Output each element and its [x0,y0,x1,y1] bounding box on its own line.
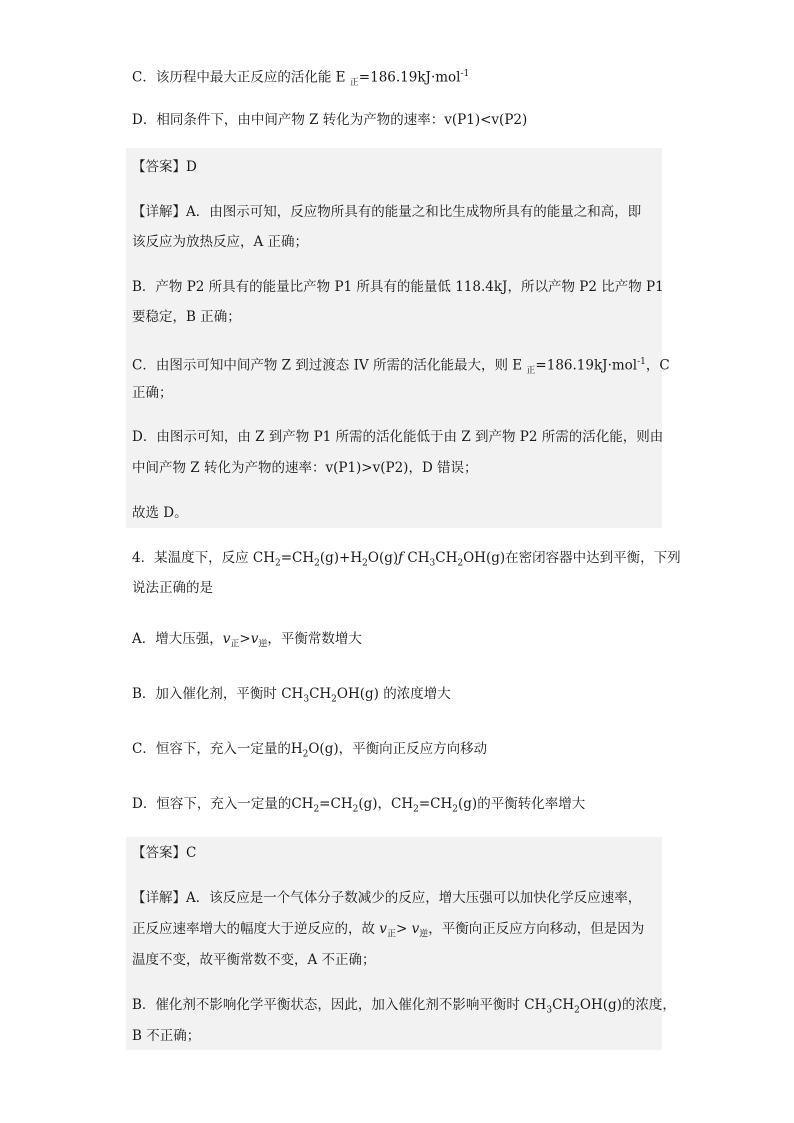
q4-stem-2: 说法正确的是 [132,580,213,596]
equilibrium-symbol: ƒ [398,550,404,566]
q3-explain-c-2: 正确； [132,385,173,401]
q4-explain-b-1: B．催化剂不影响化学平衡状态，因此，加入催化剂不影响平衡时 $CH_3CH_2OH(g)$的浓度， [132,997,676,1016]
q4-option-d: D．恒容下，充入一定量的$CH_2=CH_2(g)$，$CH_2=CH_2(g)$的平衡转化率增大 [132,796,586,815]
q3-option-d: D．相同条件下，由中间产物 Z 转化为产物的速率：v(P1)<v(P2) [132,112,528,128]
q3-option-c: C．该历程中最大正反应的活化能 E $_正$=186.19kJ·mol$^{-1}$ [132,69,470,89]
q4-explain-a-2: 正反应速率增大的幅度大于逆反应的，故 $v_正> v_逆$，平衡向正反应方向移动，但是因为 [132,921,645,940]
q4-answer: 【答案】C [132,845,197,861]
q4-explain-b-2: B 不正确； [132,1028,201,1044]
q3-explain-b-2: 要稳定，B 正确； [132,309,241,325]
q4-explain-a-3: 温度不变，故平衡常数不变，A 不正确； [132,952,376,968]
q3-explain-d-2: 中间产物 Z 转化为产物的速率：v(P1)>v(P2)，D 错误； [132,460,478,476]
q3-explain-c-1: C．由图示可知中间产物 Z 到过渡态 IV 所需的活化能最大，则 E $_正$=186.19kJ·mol$^{-1}$，C [132,357,670,377]
q4-option-a: A．增大压强，$v_正>v_逆$，平衡常数增大 [132,631,362,650]
q3-explain-a-1: 【详解】A．由图示可知，反应物所具有的能量之和比生成物所具有的能量之和高，即 [132,204,642,220]
q3-answer: 【答案】D [132,159,197,175]
q3-conclusion: 故选 D。 [132,505,188,521]
q4-option-b: B．加入催化剂，平衡时 $CH_3CH_2OH(g)$ 的浓度增大 [132,686,451,705]
q4-stem-1: 4．某温度下，反应 $CH_2=CH_2(g)+H_2O(g)ƒ$ $CH_3CH_2OH(g)$在密闭容器中达到平衡，下列 [132,550,681,569]
q4-option-c: C．恒容下，充入一定量的$H_2O(g)$，平衡向正反应方向移动 [132,741,488,760]
q4-explain-a-1: 【详解】A．该反应是一个气体分子数减少的反应，增大压强可以加快化学反应速率， [132,890,642,906]
q3-explain-a-2: 该反应为放热反应，A 正确； [132,234,309,250]
q3-explain-d-1: D．由图示可知，由 Z 到产物 P1 所需的活化能低于由 Z 到产物 P2 所需的活化能，则由 [132,429,664,445]
q3-explain-b-1: B．产物 P2 所具有的能量比产物 P1 所具有的能量低 118.4kJ，所以产物 P2 比产物 P1 [132,279,664,295]
